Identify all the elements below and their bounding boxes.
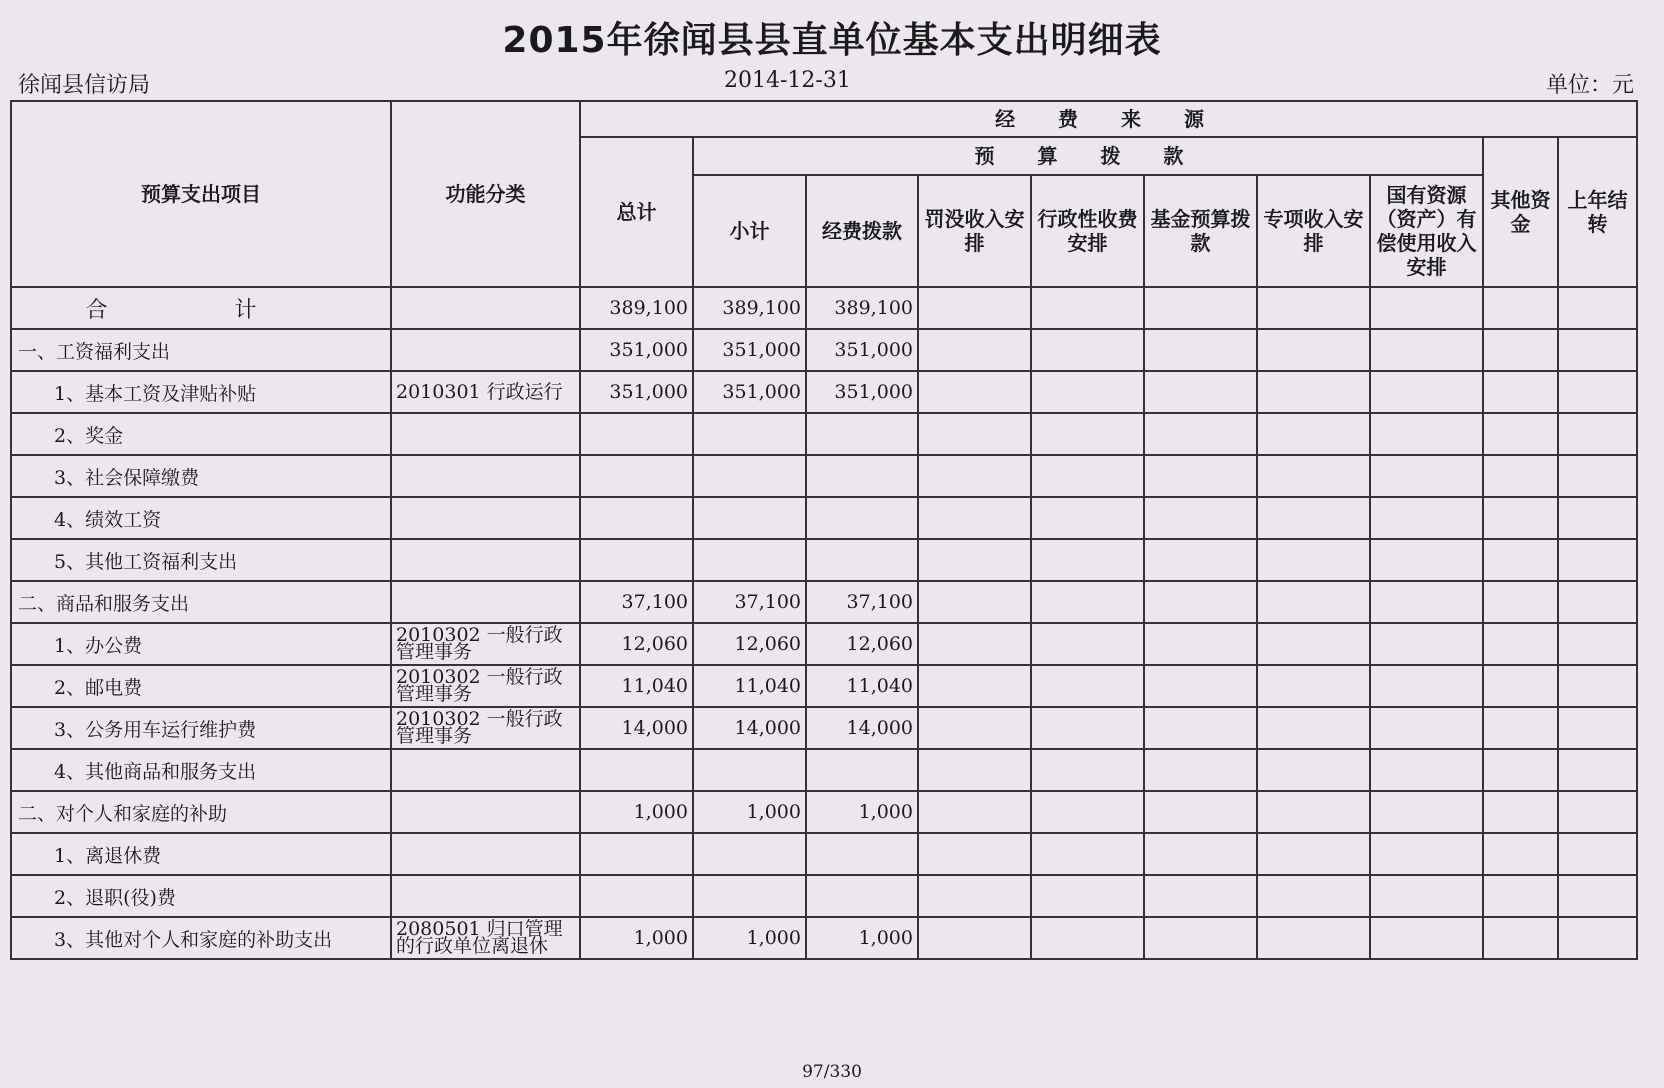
budget-item-cell: 二、商品和服务支出 — [11, 581, 391, 623]
total-cell — [580, 497, 693, 539]
admin-fees-cell — [1031, 665, 1144, 707]
admin-fees-cell — [1031, 707, 1144, 749]
state-assets-cell — [1370, 917, 1483, 959]
special-income-cell — [1257, 917, 1370, 959]
budget-item-cell: 4、其他商品和服务支出 — [11, 749, 391, 791]
funding-cell — [806, 497, 918, 539]
special-income-cell — [1257, 623, 1370, 665]
funding-cell: 37,100 — [806, 581, 918, 623]
budget-item-cell: 2、邮电费 — [11, 665, 391, 707]
state-assets-cell — [1370, 791, 1483, 833]
funding-cell — [806, 875, 918, 917]
table-row — [11, 917, 1637, 959]
subtotal-cell: 389,100 — [693, 287, 806, 329]
budget-item-cell: 1、基本工资及津贴补贴 — [11, 371, 391, 413]
total-cell: 1,000 — [580, 917, 693, 959]
fines-cell — [918, 287, 1031, 329]
function-class-cell: 2010302 一般行政管理事务 — [391, 623, 580, 665]
expenditure-table — [10, 100, 1638, 960]
carryover-cell — [1558, 455, 1637, 497]
carryover-cell — [1558, 917, 1637, 959]
fund-budget-cell — [1144, 539, 1257, 581]
state-assets-cell — [1370, 581, 1483, 623]
funding-cell: 11,040 — [806, 665, 918, 707]
carryover-cell — [1558, 539, 1637, 581]
function-class-cell — [391, 833, 580, 875]
function-class-cell — [391, 287, 580, 329]
fines-cell — [918, 581, 1031, 623]
table-row — [11, 497, 1637, 539]
funding-cell: 389,100 — [806, 287, 918, 329]
total-cell — [580, 833, 693, 875]
fines-cell — [918, 875, 1031, 917]
state-assets-cell — [1370, 413, 1483, 455]
header-admin-fees: 行政性收费安排 — [1031, 175, 1144, 287]
admin-fees-cell — [1031, 497, 1144, 539]
total-cell — [580, 875, 693, 917]
budget-item-cell: 3、社会保障缴费 — [11, 455, 391, 497]
admin-fees-cell — [1031, 875, 1144, 917]
function-class-cell: 2010302 一般行政管理事务 — [391, 665, 580, 707]
total-cell: 11,040 — [580, 665, 693, 707]
subtotal-cell — [693, 455, 806, 497]
carryover-cell — [1558, 371, 1637, 413]
carryover-cell — [1558, 623, 1637, 665]
header-subtotal: 小计 — [693, 175, 806, 287]
admin-fees-cell — [1031, 581, 1144, 623]
table-row — [11, 539, 1637, 581]
admin-fees-cell — [1031, 749, 1144, 791]
function-class-cell — [391, 413, 580, 455]
funding-cell — [806, 413, 918, 455]
special-income-cell — [1257, 329, 1370, 371]
fund-budget-cell — [1144, 749, 1257, 791]
header-other-funds: 其他资金 — [1483, 137, 1558, 287]
header-fines: 罚没收入安排 — [918, 175, 1031, 287]
fund-budget-cell — [1144, 623, 1257, 665]
carryover-cell — [1558, 413, 1637, 455]
table-row — [11, 287, 1637, 329]
state-assets-cell — [1370, 455, 1483, 497]
table-header — [11, 101, 1637, 287]
subtotal-cell — [693, 875, 806, 917]
state-assets-cell — [1370, 329, 1483, 371]
subtotal-cell: 1,000 — [693, 791, 806, 833]
function-class-cell — [391, 539, 580, 581]
subtotal-cell — [693, 497, 806, 539]
table-row — [11, 413, 1637, 455]
total-cell — [580, 455, 693, 497]
admin-fees-cell — [1031, 791, 1144, 833]
state-assets-cell — [1370, 287, 1483, 329]
funding-cell: 1,000 — [806, 917, 918, 959]
fines-cell — [918, 917, 1031, 959]
other-funds-cell — [1483, 623, 1558, 665]
fines-cell — [918, 371, 1031, 413]
state-assets-cell — [1370, 623, 1483, 665]
subtotal-cell — [693, 833, 806, 875]
budget-item-cell: 3、公务用车运行维护费 — [11, 707, 391, 749]
subtotal-cell — [693, 749, 806, 791]
special-income-cell — [1257, 455, 1370, 497]
carryover-cell — [1558, 581, 1637, 623]
funding-cell — [806, 833, 918, 875]
admin-fees-cell — [1031, 371, 1144, 413]
fund-budget-cell — [1144, 287, 1257, 329]
function-class-cell: 2010301 行政运行 — [391, 371, 580, 413]
organization-name: 徐闻县信访局 — [18, 73, 151, 98]
table-row — [11, 665, 1637, 707]
fund-budget-cell — [1144, 581, 1257, 623]
table-row — [11, 371, 1637, 413]
fines-cell — [918, 749, 1031, 791]
page-title: 2015年徐闻县县直单位基本支出明细表 — [502, 20, 1162, 61]
fund-budget-cell — [1144, 833, 1257, 875]
fines-cell — [918, 413, 1031, 455]
state-assets-cell — [1370, 497, 1483, 539]
fund-budget-cell — [1144, 329, 1257, 371]
subtotal-cell: 1,000 — [693, 917, 806, 959]
other-funds-cell — [1483, 413, 1558, 455]
carryover-cell — [1558, 497, 1637, 539]
special-income-cell — [1257, 791, 1370, 833]
total-cell: 37,100 — [580, 581, 693, 623]
other-funds-cell — [1483, 917, 1558, 959]
fines-cell — [918, 329, 1031, 371]
header-funding-source: 经 费 来 源 — [580, 101, 1637, 137]
special-income-cell — [1257, 833, 1370, 875]
admin-fees-cell — [1031, 539, 1144, 581]
fund-budget-cell — [1144, 707, 1257, 749]
admin-fees-cell — [1031, 287, 1144, 329]
other-funds-cell — [1483, 791, 1558, 833]
function-class-cell: 2080501 归口管理的行政单位离退休 — [391, 917, 580, 959]
table-row — [11, 329, 1637, 371]
subtotal-cell: 12,060 — [693, 623, 806, 665]
other-funds-cell — [1483, 539, 1558, 581]
fund-budget-cell — [1144, 497, 1257, 539]
header-total: 总计 — [580, 137, 693, 287]
other-funds-cell — [1483, 455, 1558, 497]
function-class-cell — [391, 455, 580, 497]
header-special-income: 专项收入安排 — [1257, 175, 1370, 287]
budget-item-cell: 5、其他工资福利支出 — [11, 539, 391, 581]
total-cell: 1,000 — [580, 791, 693, 833]
other-funds-cell — [1483, 875, 1558, 917]
special-income-cell — [1257, 581, 1370, 623]
fund-budget-cell — [1144, 455, 1257, 497]
table-row — [11, 707, 1637, 749]
budget-item-cell: 二、对个人和家庭的补助 — [11, 791, 391, 833]
other-funds-cell — [1483, 833, 1558, 875]
total-cell: 351,000 — [580, 371, 693, 413]
function-class-cell: 2010302 一般行政管理事务 — [391, 707, 580, 749]
subtotal-cell: 37,100 — [693, 581, 806, 623]
state-assets-cell — [1370, 539, 1483, 581]
fines-cell — [918, 539, 1031, 581]
other-funds-cell — [1483, 707, 1558, 749]
state-assets-cell — [1370, 665, 1483, 707]
total-cell: 351,000 — [580, 329, 693, 371]
budget-item-cell: 4、绩效工资 — [11, 497, 391, 539]
fines-cell — [918, 623, 1031, 665]
other-funds-cell — [1483, 287, 1558, 329]
carryover-cell — [1558, 665, 1637, 707]
header-state-assets: 国有资源（资产）有偿使用收入安排 — [1370, 175, 1483, 287]
admin-fees-cell — [1031, 413, 1144, 455]
total-cell: 14,000 — [580, 707, 693, 749]
header-funding: 经费拨款 — [806, 175, 918, 287]
other-funds-cell — [1483, 581, 1558, 623]
subtotal-cell — [693, 539, 806, 581]
table-row — [11, 623, 1637, 665]
function-class-cell — [391, 497, 580, 539]
fund-budget-cell — [1144, 791, 1257, 833]
funding-cell — [806, 539, 918, 581]
fines-cell — [918, 791, 1031, 833]
state-assets-cell — [1370, 875, 1483, 917]
other-funds-cell — [1483, 371, 1558, 413]
admin-fees-cell — [1031, 455, 1144, 497]
other-funds-cell — [1483, 329, 1558, 371]
table-row — [11, 455, 1637, 497]
other-funds-cell — [1483, 749, 1558, 791]
fines-cell — [918, 497, 1031, 539]
funding-cell — [806, 455, 918, 497]
table-body — [11, 287, 1637, 959]
fund-budget-cell — [1144, 413, 1257, 455]
carryover-cell — [1558, 791, 1637, 833]
header-carryover: 上年结转 — [1558, 137, 1637, 287]
fund-budget-cell — [1144, 371, 1257, 413]
subtotal-cell — [693, 413, 806, 455]
special-income-cell — [1257, 665, 1370, 707]
subtotal-cell: 351,000 — [693, 329, 806, 371]
carryover-cell — [1558, 329, 1637, 371]
function-class-cell — [391, 329, 580, 371]
funding-cell: 351,000 — [806, 371, 918, 413]
fund-budget-cell — [1144, 665, 1257, 707]
total-cell — [580, 749, 693, 791]
special-income-cell — [1257, 497, 1370, 539]
header-fund-budget: 基金预算拨款 — [1144, 175, 1257, 287]
special-income-cell — [1257, 287, 1370, 329]
funding-cell: 351,000 — [806, 329, 918, 371]
header-function: 功能分类 — [391, 101, 580, 287]
budget-item-cell: 2、退职(役)费 — [11, 875, 391, 917]
carryover-cell — [1558, 749, 1637, 791]
state-assets-cell — [1370, 371, 1483, 413]
funding-cell: 14,000 — [806, 707, 918, 749]
special-income-cell — [1257, 875, 1370, 917]
report-date: 2014-12-31 — [724, 68, 851, 93]
state-assets-cell — [1370, 707, 1483, 749]
carryover-cell — [1558, 875, 1637, 917]
carryover-cell — [1558, 833, 1637, 875]
carryover-cell — [1558, 287, 1637, 329]
total-cell — [580, 413, 693, 455]
budget-item-cell: 1、离退休费 — [11, 833, 391, 875]
budget-item-cell: 2、奖金 — [11, 413, 391, 455]
budget-item-cell: 3、其他对个人和家庭的补助支出 — [11, 917, 391, 959]
fines-cell — [918, 455, 1031, 497]
subtotal-cell: 11,040 — [693, 665, 806, 707]
funding-cell: 1,000 — [806, 791, 918, 833]
funding-cell — [806, 749, 918, 791]
budget-item-cell: 1、办公费 — [11, 623, 391, 665]
function-class-cell — [391, 791, 580, 833]
budget-item-cell: 合 计 — [11, 287, 391, 329]
admin-fees-cell — [1031, 833, 1144, 875]
subtotal-cell: 14,000 — [693, 707, 806, 749]
other-funds-cell — [1483, 665, 1558, 707]
total-cell: 389,100 — [580, 287, 693, 329]
state-assets-cell — [1370, 833, 1483, 875]
fund-budget-cell — [1144, 917, 1257, 959]
fines-cell — [918, 833, 1031, 875]
carryover-cell — [1558, 707, 1637, 749]
total-cell: 12,060 — [580, 623, 693, 665]
subtotal-cell: 351,000 — [693, 371, 806, 413]
budget-item-cell: 一、工资福利支出 — [11, 329, 391, 371]
table-row — [11, 833, 1637, 875]
admin-fees-cell — [1031, 623, 1144, 665]
function-class-cell — [391, 875, 580, 917]
table-row — [11, 749, 1637, 791]
other-funds-cell — [1483, 497, 1558, 539]
page-number: 97/330 — [802, 1062, 862, 1082]
special-income-cell — [1257, 371, 1370, 413]
fund-budget-cell — [1144, 875, 1257, 917]
table-row — [11, 581, 1637, 623]
special-income-cell — [1257, 413, 1370, 455]
special-income-cell — [1257, 707, 1370, 749]
funding-cell: 12,060 — [806, 623, 918, 665]
header-item: 预算支出项目 — [11, 101, 391, 287]
currency-unit: 单位：元 — [1545, 73, 1634, 98]
function-class-cell — [391, 581, 580, 623]
table-row — [11, 875, 1637, 917]
admin-fees-cell — [1031, 329, 1144, 371]
fines-cell — [918, 665, 1031, 707]
function-class-cell — [391, 749, 580, 791]
header-budget-allocation: 预 算 拨 款 — [693, 137, 1483, 175]
special-income-cell — [1257, 749, 1370, 791]
fines-cell — [918, 707, 1031, 749]
total-cell — [580, 539, 693, 581]
table-row — [11, 791, 1637, 833]
state-assets-cell — [1370, 749, 1483, 791]
special-income-cell — [1257, 539, 1370, 581]
admin-fees-cell — [1031, 917, 1144, 959]
